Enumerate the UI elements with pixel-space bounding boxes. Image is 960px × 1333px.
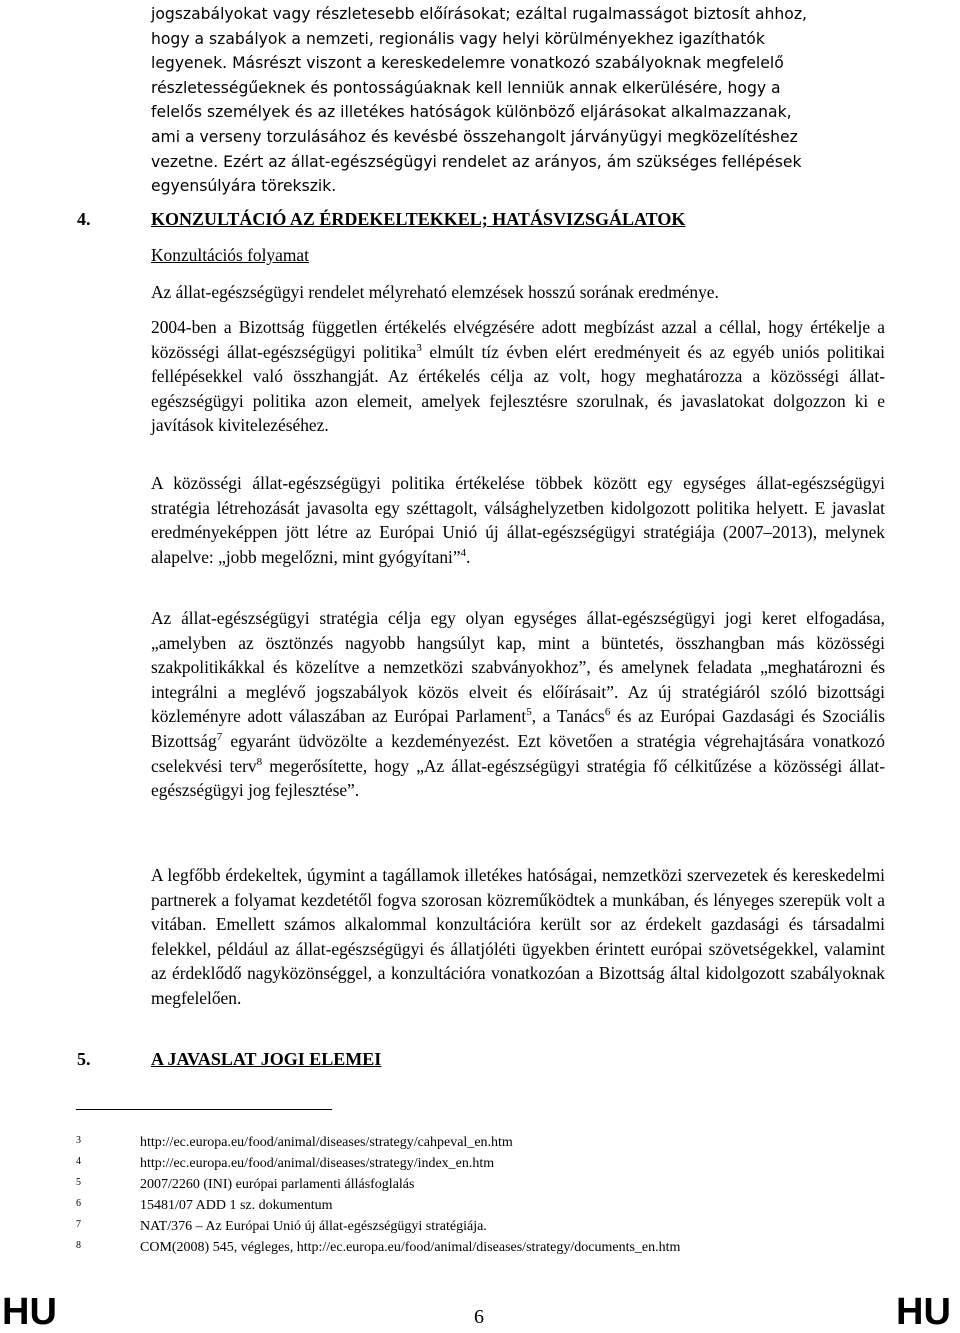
section-4-heading xyxy=(77,208,686,230)
footer-language-left: HU xyxy=(2,1291,57,1333)
footnote-text[interactable]: http://ec.europa.eu/food/animal/diseases/strategy/index_en.htm xyxy=(140,1156,495,1171)
footnote-ref-4[interactable]: 4 xyxy=(460,546,467,559)
footnote xyxy=(76,1156,876,1177)
page-number: 6 xyxy=(474,1306,484,1328)
footnote-ref-6[interactable]: 6 xyxy=(604,706,611,719)
section-4-paragraph-1: 2004-ben a Bizottság független értékelés elvégzésére adott megbízást azzal a céllal, hogy értékelje a közösségi állat-egészségügyi politika$^3$ elmúlt tíz évben elért eredményeit és az egyéb uniós politikai fellépésekkel való összhangját. Az értékelés célja az volt, hogy meghatározza a közösségi állat-egészségügyi politika azon elemeit, amelyek fejlesztésre szorulnak, és javaslatokat dolgozzon ki e javítások kivitelezéséhez. xyxy=(151,317,886,436)
section-5-title: A JAVASLAT JOGI ELEMEI xyxy=(151,1049,382,1069)
intro-line: részletességűeknek és pontosságúaknak kell lenniük annak elkerülésére, hogy a xyxy=(151,78,781,97)
footnote-ref-3[interactable]: 3 xyxy=(416,341,422,354)
footnote-ref-8[interactable]: 8 xyxy=(256,755,263,768)
footnote-ref-5[interactable]: 5 xyxy=(526,706,532,719)
footnote-ref-7[interactable]: 7 xyxy=(216,731,223,744)
footnote-number: 5 xyxy=(76,1177,81,1188)
footnote-number: 7 xyxy=(76,1219,81,1230)
footnote xyxy=(76,1219,876,1240)
section-5-number: 5. xyxy=(77,1049,91,1069)
footnote xyxy=(76,1177,876,1198)
intro-paragraph xyxy=(151,2,885,199)
footnote-number: 6 xyxy=(76,1198,81,1209)
section-4-paragraph-3: Az állat-egészségügyi stratégia célja egy olyan egységes állat-egészségügyi jogi keret elfogadása, „amelyben az ösztönzés nagyobb hangsúlyt kap, mint a büntetés, összhangban más közösségi szakpolitikákkal és közelítve a nemzetközi szabványokhoz”, és amelynek feladata „meghatározni és integrálni a meglévő jogszabályok közös elveit és előírásait”. Az új stratégiáról szóló bizottsági közleményre adott válaszában az Európai Parlament$^5$, a Tanács$^6$ és az Európai Gazdasági és Szociális Bizottság$^7$ egyaránt üdvözölte a kezdeményezést. Ezt követően a stratégia végrehajtására vonatkozó cselekvési terv$^8$ megerősítette, hogy „Az állat-egészségügyi stratégia fő célkitűzése a közösségi állat-egészségügyi jog fejlesztése”. xyxy=(151,608,886,801)
intro-line: egyensúlyára törekszik. xyxy=(151,177,337,196)
footnote xyxy=(76,1240,876,1261)
footnote-text: 2007/2260 (INI) európai parlamenti állásfoglalás xyxy=(140,1177,415,1192)
section-4-lead: Az állat-egészségügyi rendelet mélyreható elemzések hosszú sorának eredménye. xyxy=(151,282,719,302)
footnote-number: 8 xyxy=(76,1240,81,1251)
section-5-heading xyxy=(77,1048,382,1070)
intro-line: jogszabályokat vagy részletesebb előírásokat; ezáltal rugalmasságot biztosít ahhoz, xyxy=(151,5,807,23)
footnote-text: NAT/376 – Az Európai Unió új állat-egészségügyi stratégiája. xyxy=(140,1219,487,1234)
footer-language-right: HU xyxy=(896,1291,951,1333)
intro-line: ami a verseny torzulásához és kevésbé összehangolt járványügyi megközelítéshez xyxy=(151,127,798,146)
section-4-subtitle: Konzultációs folyamat xyxy=(151,245,309,265)
footnote-text[interactable]: COM(2008) 545, végleges, http://ec.europa.eu/food/animal/diseases/strategy/documents_en.htm xyxy=(140,1240,681,1255)
section-4-paragraph-2: A közösségi állat-egészségügyi politika értékelése többek között egy egységes állat-egészségügyi stratégia létrehozását javasolta egy széttagolt, válsághelyzetben kidolgozott politika helyett. E javaslat eredményeképpen jött létre az Európai Unió új állat-egészségügyi stratégiája (2007–2013), melynek alapelve: „jobb megelőzni, mint gyógyítani”$^4$. xyxy=(151,473,885,567)
intro-line: vezetne. Ezért az állat-egészségügyi rendelet az arányos, ám szükséges fellépések xyxy=(151,152,802,171)
footnote-number: 4 xyxy=(76,1156,81,1167)
intro-line: legyenek. Másrészt viszont a kereskedelemre vonatkozó szabályoknak megfelelő xyxy=(151,54,784,73)
intro-line: hogy a szabályok a nemzeti, regionális vagy helyi körülményekhez igazíthatók xyxy=(151,29,765,48)
intro-line: felelős személyek és az illetékes hatóságok különböző eljárásokat alkalmazzanak, xyxy=(151,103,792,122)
footnote xyxy=(76,1135,876,1156)
footnote xyxy=(76,1198,876,1219)
footnote-number: 3 xyxy=(76,1135,81,1146)
footnote-text[interactable]: http://ec.europa.eu/food/animal/diseases/strategy/cahpeval_en.htm xyxy=(140,1135,513,1150)
section-4-paragraph-4: A legfőbb érdekeltek, úgymint a tagállamok illetékes hatóságai, nemzetközi szervezetek és kereskedelmi partnerek a folyamat kezdetétől fogva szorosan közreműködtek a munkában, és lényeges szerepük volt a vitában. Emellett számos alkalommal konzultációra került sor az érdekelt gazdasági és társadalmi felekkel, például az állat-egészségügyi és állatjóléti ügyekben érintett európai szövetségekkel, valamint az érdeklődő nagyközönséggel, a konzultációra vonatkozóan a Bizottság által kidolgozott szabályoknak megfelelően. xyxy=(151,865,885,1008)
footnote-text: 15481/07 ADD 1 sz. dokumentum xyxy=(140,1198,333,1213)
footnote-separator xyxy=(76,1109,332,1110)
section-4-number: 4. xyxy=(77,209,91,229)
section-4-title: KONZULTÁCIÓ AZ ÉRDEKELTEKKEL; HATÁSVIZSGÁLATOK xyxy=(151,209,686,229)
